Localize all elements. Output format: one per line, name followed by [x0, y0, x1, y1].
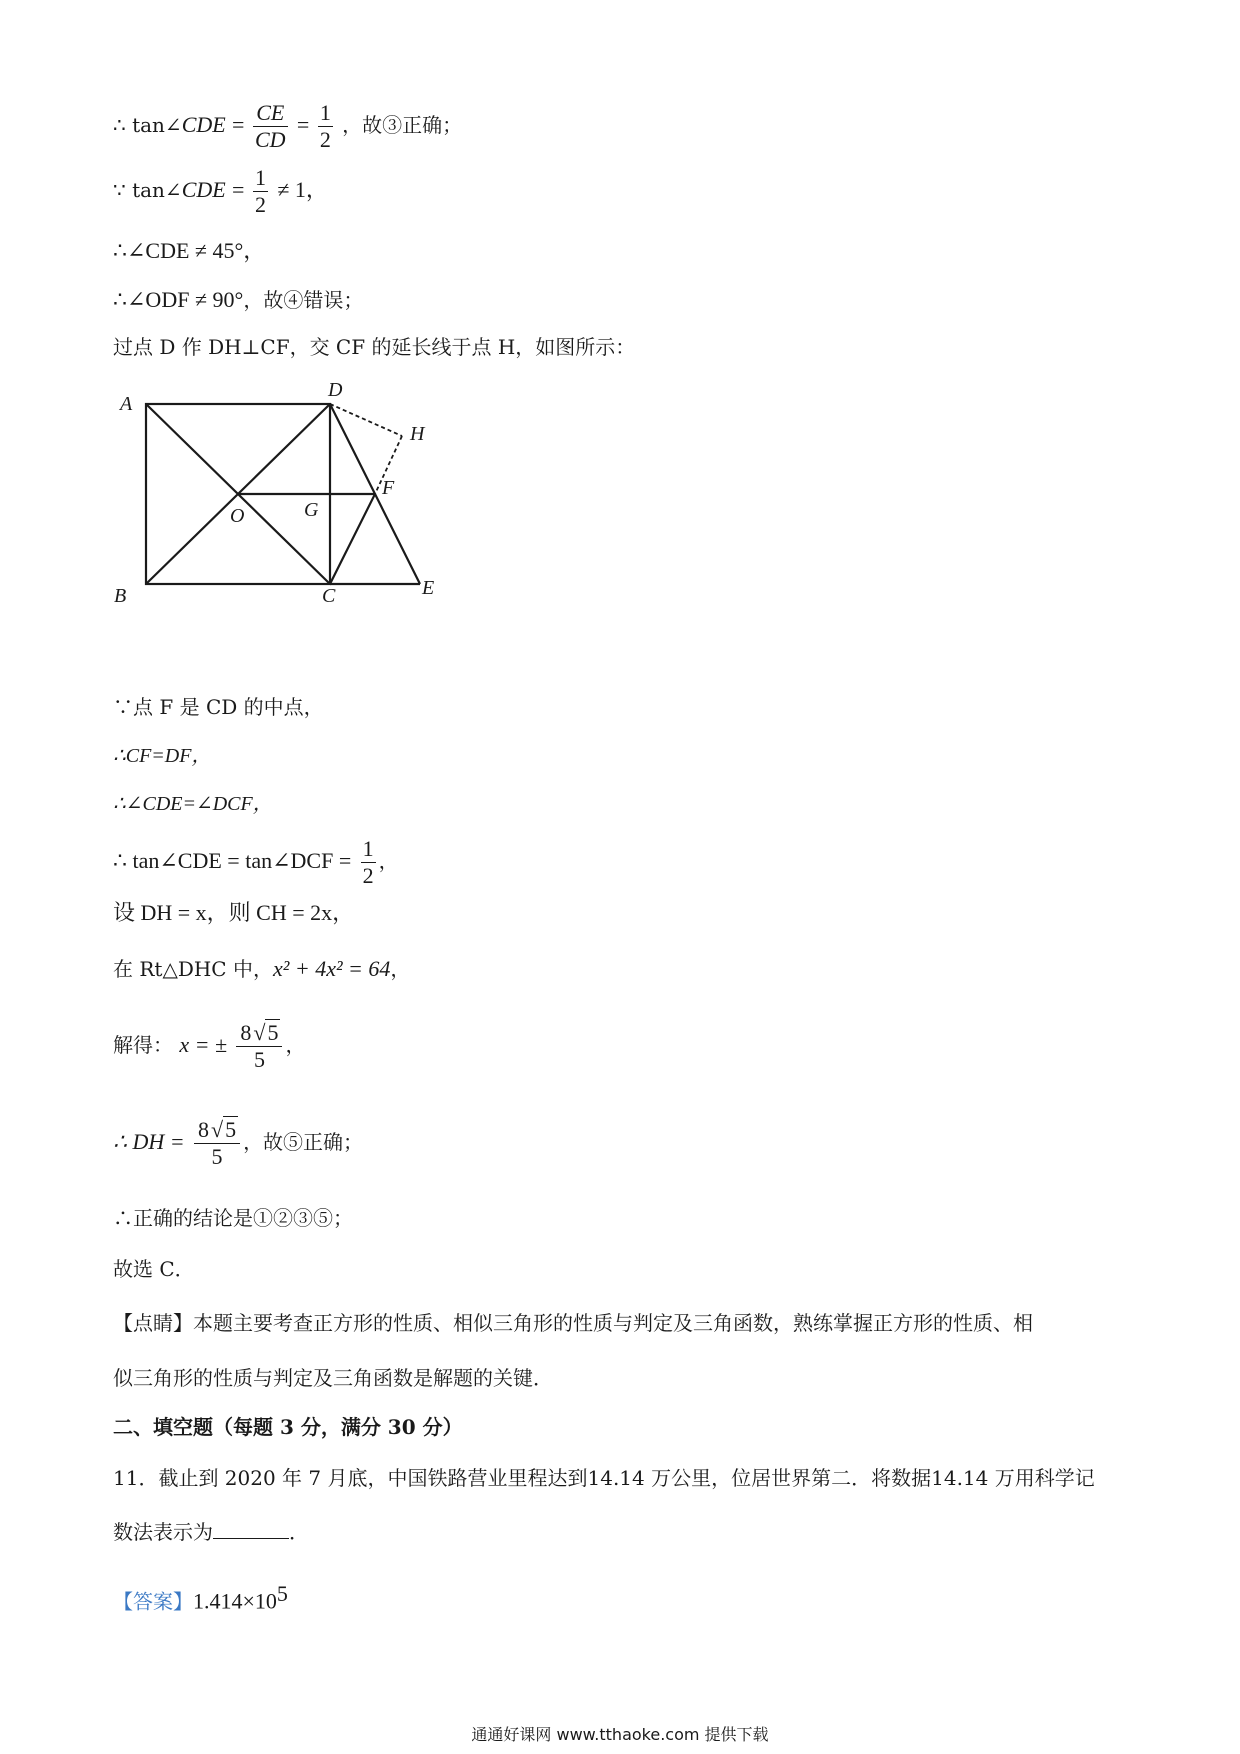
text: ∵点 F 是 CD 的中点， [113, 695, 324, 719]
label-e: E [422, 577, 435, 599]
text: ∴∠CDE ≠ 45°， [113, 238, 266, 263]
denominator: 2 [254, 192, 266, 217]
equation: ∴ DH = [113, 1129, 185, 1154]
line-comment-1 [113, 1309, 1033, 1337]
line-dh-result [113, 1117, 363, 1170]
line-tan-not-one: ∵ tan∠CDE = $\frac{1}{2}$ ≠ 1， [113, 165, 328, 217]
line-angle-equal [113, 789, 273, 818]
numerator: 1 [319, 100, 331, 125]
text: ∴∠ODF ≠ 90° [113, 287, 244, 312]
text: ∴ tan∠ [113, 113, 182, 137]
segment-cf [330, 494, 375, 584]
text: ∴CF=DF， [113, 745, 212, 767]
label-c: C [322, 585, 336, 607]
answer-exponent: 5 [276, 1581, 288, 1606]
answer-line [113, 1580, 288, 1616]
text: 11．截止到 2020 年 7 月底，中国铁路营业里程达到14.14 万公里，位居世界第二．将数据14.14 万用科学记 [113, 1466, 1095, 1490]
text: ， [390, 957, 411, 981]
denominator: 2 [362, 863, 374, 888]
dashed-dh [330, 404, 402, 436]
line-angle-not-45 [113, 237, 265, 265]
denominator: 5 [253, 1047, 265, 1072]
line-tan-dcf [113, 836, 399, 889]
numerator-coef: 8 [240, 1020, 252, 1045]
denominator: 2 [319, 127, 331, 152]
line-rt-triangle [113, 955, 410, 983]
denominator: 5 [211, 1144, 223, 1169]
text: 故选 C． [113, 1257, 195, 1281]
label-h: H [410, 423, 425, 445]
equation: x = ± [179, 1032, 228, 1057]
fraction-half [253, 165, 268, 218]
line-cf-df [113, 741, 211, 770]
footer-text: 通通好课网 www.tthaoke.com 提供下载 [471, 1725, 769, 1744]
angle-name: CDE [181, 112, 226, 137]
fraction-8root5-over-5: $\frac{8√5}{5}$ [194, 1117, 240, 1170]
text: 解得： [113, 1033, 173, 1057]
fraction-8root5-over-5: $\frac{8√5}{5}$ [236, 1020, 282, 1073]
text: ∴正确的结论是①②③⑤； [113, 1206, 353, 1230]
radicand: 5 [225, 1117, 237, 1142]
line-construct-dh [113, 333, 635, 361]
text: ，故⑤正确； [243, 1130, 364, 1154]
conclusion-text: ，故③正确； [342, 113, 463, 137]
text: 数法表示为 [113, 1520, 213, 1544]
page-footer [0, 1722, 1240, 1745]
line-correct-conclusions [113, 1204, 353, 1232]
denominator: CD [254, 127, 286, 152]
line-solve-x [113, 1020, 305, 1073]
angle-name: CDE [181, 177, 226, 202]
text: ∴ tan∠CDE = tan∠DCF = [113, 848, 352, 873]
text: 设 DH = x，则 CH = 2x， [113, 900, 355, 925]
fraction-half [361, 836, 376, 889]
section-heading [113, 1413, 463, 1441]
label-o: O [230, 505, 245, 527]
label-b: B [114, 585, 127, 607]
text: 过点 D 作 DH⊥CF，交 CF 的延长线于点 H，如图所示： [113, 335, 636, 359]
line-angle-not-90 [113, 286, 363, 314]
text: ，故④错误； [243, 288, 364, 312]
line-choose-c [113, 1255, 195, 1283]
numerator: 1 [362, 836, 374, 861]
fraction-half [318, 100, 333, 153]
text: 在 Rt△DHC 中， [113, 957, 273, 981]
text: ， [285, 1033, 306, 1057]
numerator-coef: 8 [197, 1117, 209, 1142]
text: 似三角形的性质与判定及三角函数是解题的关键． [113, 1366, 553, 1390]
heading-text: 二、填空题（每题 3 分，满分 30 分） [113, 1415, 463, 1439]
text: ≠ 1， [277, 177, 328, 202]
line-let-dh [113, 899, 354, 927]
text: ∴∠CDE=∠DCF， [113, 793, 273, 815]
line-f-midpoint [113, 693, 324, 721]
text: ， [378, 849, 399, 873]
geometry-figure [114, 376, 460, 616]
numerator: 1 [254, 165, 266, 190]
line-tan-cde-ratio: ∴ tan∠CDE = $\frac{CE}{CD}$ = $\frac{1}{2}$ ，故③正确； [113, 100, 463, 152]
text: ∵ tan∠ [113, 178, 182, 202]
answer-blank [213, 1518, 289, 1539]
label-a: A [120, 393, 133, 415]
numerator: CE [253, 100, 288, 127]
line-comment-2 [113, 1364, 553, 1392]
equation: x² + 4x² = 64 [272, 956, 391, 981]
label-g: G [304, 499, 319, 521]
text: 【点睛】本题主要考查正方形的性质、相似三角形的性质与判定及三角函数，熟练掌握正方形的性质、相 [113, 1311, 1033, 1335]
text: ． [289, 1520, 309, 1544]
question-11-line2 [113, 1518, 309, 1546]
answer-tag: 【答案】 [113, 1589, 193, 1614]
fraction-ce-cd [253, 100, 288, 153]
label-f: F [382, 477, 395, 499]
question-11-line1 [113, 1464, 1095, 1492]
answer-value: 1.414×10 [193, 1588, 277, 1614]
label-d: D [328, 379, 343, 401]
radicand: 5 [267, 1020, 279, 1045]
